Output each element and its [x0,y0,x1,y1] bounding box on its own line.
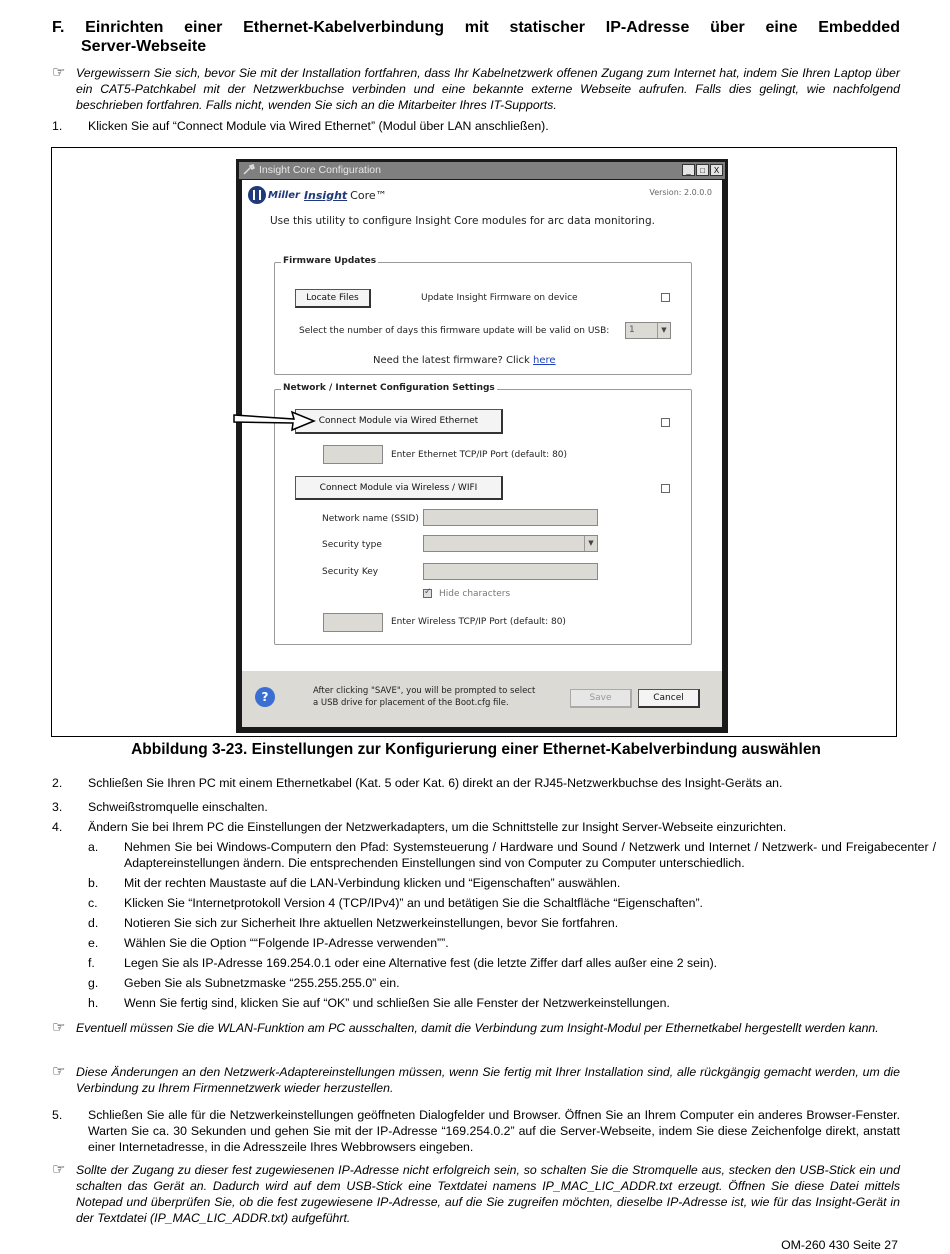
substep-text: Notieren Sie sich zur Sicherheit Ihre aktuellen Netzwerkeinstellungen, bevor Sie fortfahren. [124,916,619,930]
dialog-footer [242,671,722,727]
substep-text: Wenn Sie fertig sind, klicken Sie auf “OK” und schließen Sie alle Fenster der Netzwerkeinstellungen. [124,996,670,1010]
step-text: Klicken Sie auf “Connect Module via Wired Ethernet” (Modul über LAN anschließen). [88,119,549,133]
save-hint [313,685,535,709]
pointing-hand-icon: ☞ [52,1063,66,1080]
heading-line2: Server-Webseite [81,38,207,55]
save-hint-line: a USB drive for placement of the Boot.cfg file. [313,698,509,708]
pointing-hand-icon: ☞ [52,1161,66,1178]
network-group [274,383,692,645]
maximize-button[interactable]: □ [696,164,709,176]
substep-text: Mit der rechten Maustaste auf die LAN-Verbindung klicken und “Eigenschaften” auswählen. [124,876,621,890]
miller-logo-icon [248,186,266,204]
latest-firmware-text [373,355,556,366]
step-5 [52,1107,900,1155]
substep-d [52,915,936,931]
dialog-title: Insight Core Configuration [259,164,381,176]
brand-core: Core™ [350,188,387,202]
ethernet-port-label: Enter Ethernet TCP/IP Port (default: 80) [391,450,568,460]
heading-word: über [710,19,745,36]
substep-letter: h. [88,996,99,1010]
heading-word: Ethernet-Kabelverbindung [243,19,444,36]
heading-letter: F. [52,19,65,36]
substep-e [52,935,936,951]
step-2 [52,775,900,791]
note-1 [52,65,900,113]
step-number: 2. [52,776,63,790]
substep-g [52,975,936,991]
window-controls [682,164,723,176]
substep-letter: c. [88,896,98,910]
substep-b [52,875,936,891]
wireless-port-input[interactable] [323,613,383,632]
version-label: Version: 2.0.0.0 [649,188,712,197]
step-3 [52,799,900,815]
substep-text: Geben Sie als Subnetzmaske “255.255.255.0” ein. [124,976,400,990]
note-text: Diese Änderungen an den Netzwerk-Adaptereinstellungen müssen, wenn Sie fertig mit Ihrer Installation sind, alle rückgängig gemacht werden, um die Verbindung zu Ihrem Firmennetzwerk wieder herzustellen. [76,1065,900,1095]
step-1 [52,118,900,134]
dialog-titlebar [239,162,725,179]
wireless-wifi-button[interactable]: Connect Module via Wireless / WIFI [295,476,503,500]
days-label: Select the number of days this firmware update will be valid on USB: [299,326,610,336]
pointing-hand-icon: ☞ [52,64,66,81]
firmware-legend: Firmware Updates [283,256,377,266]
substep-h [52,995,936,1011]
note-text: Vergewissern Sie sich, bevor Sie mit der Installation fortfahren, dass Ihr Kabelnetzwerk offenen Zugang zum Internet hat, indem Sie Ihren Laptop über ein CAT5-Patchkabel mit der Netzwerkbuchse verbinden und eine bekannte externe Webseite aufrufen. Falls dies gelingt, wie nachfolgend beschrieben fortfahren. Falls nicht, wenden Sie sich an die Mitarbeiter Ihres IT-Supports. [76,66,900,112]
ethernet-port-input[interactable] [323,445,383,464]
heading-word: mit [464,19,489,36]
heading-word: Einrichten [85,19,164,36]
days-select[interactable] [625,322,671,339]
section-heading [52,18,900,56]
wired-ethernet-button[interactable]: Connect Module via Wired Ethernet [295,409,503,434]
ssid-input[interactable] [423,509,598,526]
wired-ethernet-checkbox[interactable] [661,418,670,427]
help-icon[interactable]: ? [255,687,275,707]
locate-files-button[interactable]: Locate Files [295,289,371,308]
app-wrench-icon [242,164,255,176]
step-number: 3. [52,800,63,814]
security-type-select[interactable] [423,535,598,552]
brand-insight: Insight [303,188,348,202]
intro-text: Use this utility to configure Insight Core modules for arc data monitoring. [270,215,655,227]
substep-letter: f. [88,956,95,970]
substep-c [52,895,936,911]
substep-text: Nehmen Sie bei Windows-Computern den Pfad: Systemsteuerung / Hardware und Sound / Netzwerk und Internet / Netzwerk- und Freigabecenter / Adaptereinstellungen ändern. Die entsprechenden Einstellungen sind von Computer zu Computer unterschiedlich. [124,840,936,870]
firmware-group [274,256,692,375]
ssid-label: Network name (SSID) [322,514,419,524]
security-type-label: Security type [322,540,382,550]
hide-characters-label: Hide characters [439,589,511,599]
note-text: Eventuell müssen Sie die WLAN-Funktion am PC ausschalten, damit die Verbindung zum Insight-Modul per Ethernetkabel hergestellt werden kann. [76,1021,879,1035]
heading-word: IP-Adresse [605,19,690,36]
step-text: Schließen Sie alle für die Netzwerkeinstellungen geöffneten Dialogfelder und Browser. Öffnen Sie an Ihrem Computer ein anderes Browser-Fenster. Warten Sie ca. 30 Sekunden und gehen Sie mit der IP-Adresse “169.254.0.2” auf die Server-Webseite, indem Sie diese Zeichenfolge direkt, anstatt einer Internetadresse, in die Adresszeile Ihres Webbrowsers eingeben. [88,1108,900,1154]
note-3 [52,1064,900,1096]
minimize-button[interactable]: _ [682,164,695,176]
hide-characters-checkbox[interactable] [423,589,432,598]
network-legend: Network / Internet Configuration Settings [283,383,495,393]
step-text: Ändern Sie bei Ihrem PC die Einstellungen der Netzwerkadapters, um die Schnittstelle zur Insight Server-Webseite einzurichten. [88,820,787,834]
close-button[interactable]: X [710,164,723,176]
security-key-input[interactable] [423,563,598,580]
firmware-here-link[interactable]: here [533,355,556,366]
substep-letter: e. [88,936,99,950]
brand-miller: Miller [268,189,300,201]
step-text: Schweißstromquelle einschalten. [88,800,268,814]
save-button[interactable]: Save [570,689,632,708]
pointer-arrow-icon [232,408,316,432]
update-firmware-checkbox[interactable] [661,293,670,302]
update-firmware-label: Update Insight Firmware on device [421,293,578,303]
brand-logo [248,186,387,204]
substep-letter: g. [88,976,99,990]
heading-word: eine [765,19,798,36]
step-number: 4. [52,820,63,834]
substep-text: Legen Sie als IP-Adresse 169.254.0.1 oder eine Alternative fest (die letzte Ziffer darf alles außer eine 2 sein). [124,956,718,970]
heading-word: Embedded [818,19,900,36]
wireless-port-label: Enter Wireless TCP/IP Port (default: 80) [391,617,566,627]
heading-word: einer [184,19,223,36]
note-4 [52,1162,900,1226]
figure-caption: Abbildung 3‑23. Einstellungen zur Konfigurierung einer Ethernet-Kabelverbindung auswählen [131,741,821,758]
cancel-button[interactable]: Cancel [638,689,700,708]
substep-a [52,839,936,871]
security-key-label: Security Key [322,567,379,577]
step-text: Schließen Sie Ihren PC mit einem Ethernetkabel (Kat. 5 oder Kat. 6) direkt an der RJ45-Netzwerkbuchse des Insight-Geräts an. [88,776,783,790]
step-4 [52,819,900,835]
days-value: 1 [629,325,635,335]
substep-letter: b. [88,876,99,890]
pointing-hand-icon: ☞ [52,1019,66,1036]
heading-word: statischer [509,19,586,36]
substep-letter: a. [88,840,99,854]
page-number: OM-260 430 Seite 27 [781,1238,898,1252]
wireless-wifi-checkbox[interactable] [661,484,670,493]
substep-letter: d. [88,916,99,930]
step-number: 1. [52,119,63,133]
note-text: Sollte der Zugang zu dieser fest zugewiesenen IP-Adresse nicht erfolgreich sein, so schalten Sie die Stromquelle aus, stecken den USB-Stick ein und schalten das Gerät an. Dadurch wird auf dem USB-Stick eine Textdatei namens IP_MAC_LIC_ADDR.txt erzeugt. Öffnen Sie diese Datei mittels Notepad und überprüfen Sie, ob die fest zugewiesene IP-Adresse, auf die Sie zugreifen möchten, dieselbe IP-Adresse ist, wie für das Insight-Gerät in der Textdatei (IP_MAC_LIC_ADDR.txt) aufgeführt. [76,1163,900,1225]
substep-text: Klicken Sie “Internetprotokoll Version 4 (TCP/IPv4)” an und betätigen Sie die Schaltfläche “Eigenschaften”. [124,896,703,910]
substep-text: Wählen Sie die Option ““Folgende IP-Adresse verwenden””. [124,936,449,950]
step-number: 5. [52,1108,63,1122]
chevron-down-icon: ▼ [657,323,670,338]
note-2 [52,1020,900,1036]
save-hint-line: After clicking "SAVE", you will be prompted to select [313,686,536,696]
latest-firmware-prompt: Need the latest firmware? Click [373,355,530,366]
substep-f [52,955,936,971]
insight-core-dialog [236,159,728,733]
chevron-down-icon: ▼ [584,536,597,551]
